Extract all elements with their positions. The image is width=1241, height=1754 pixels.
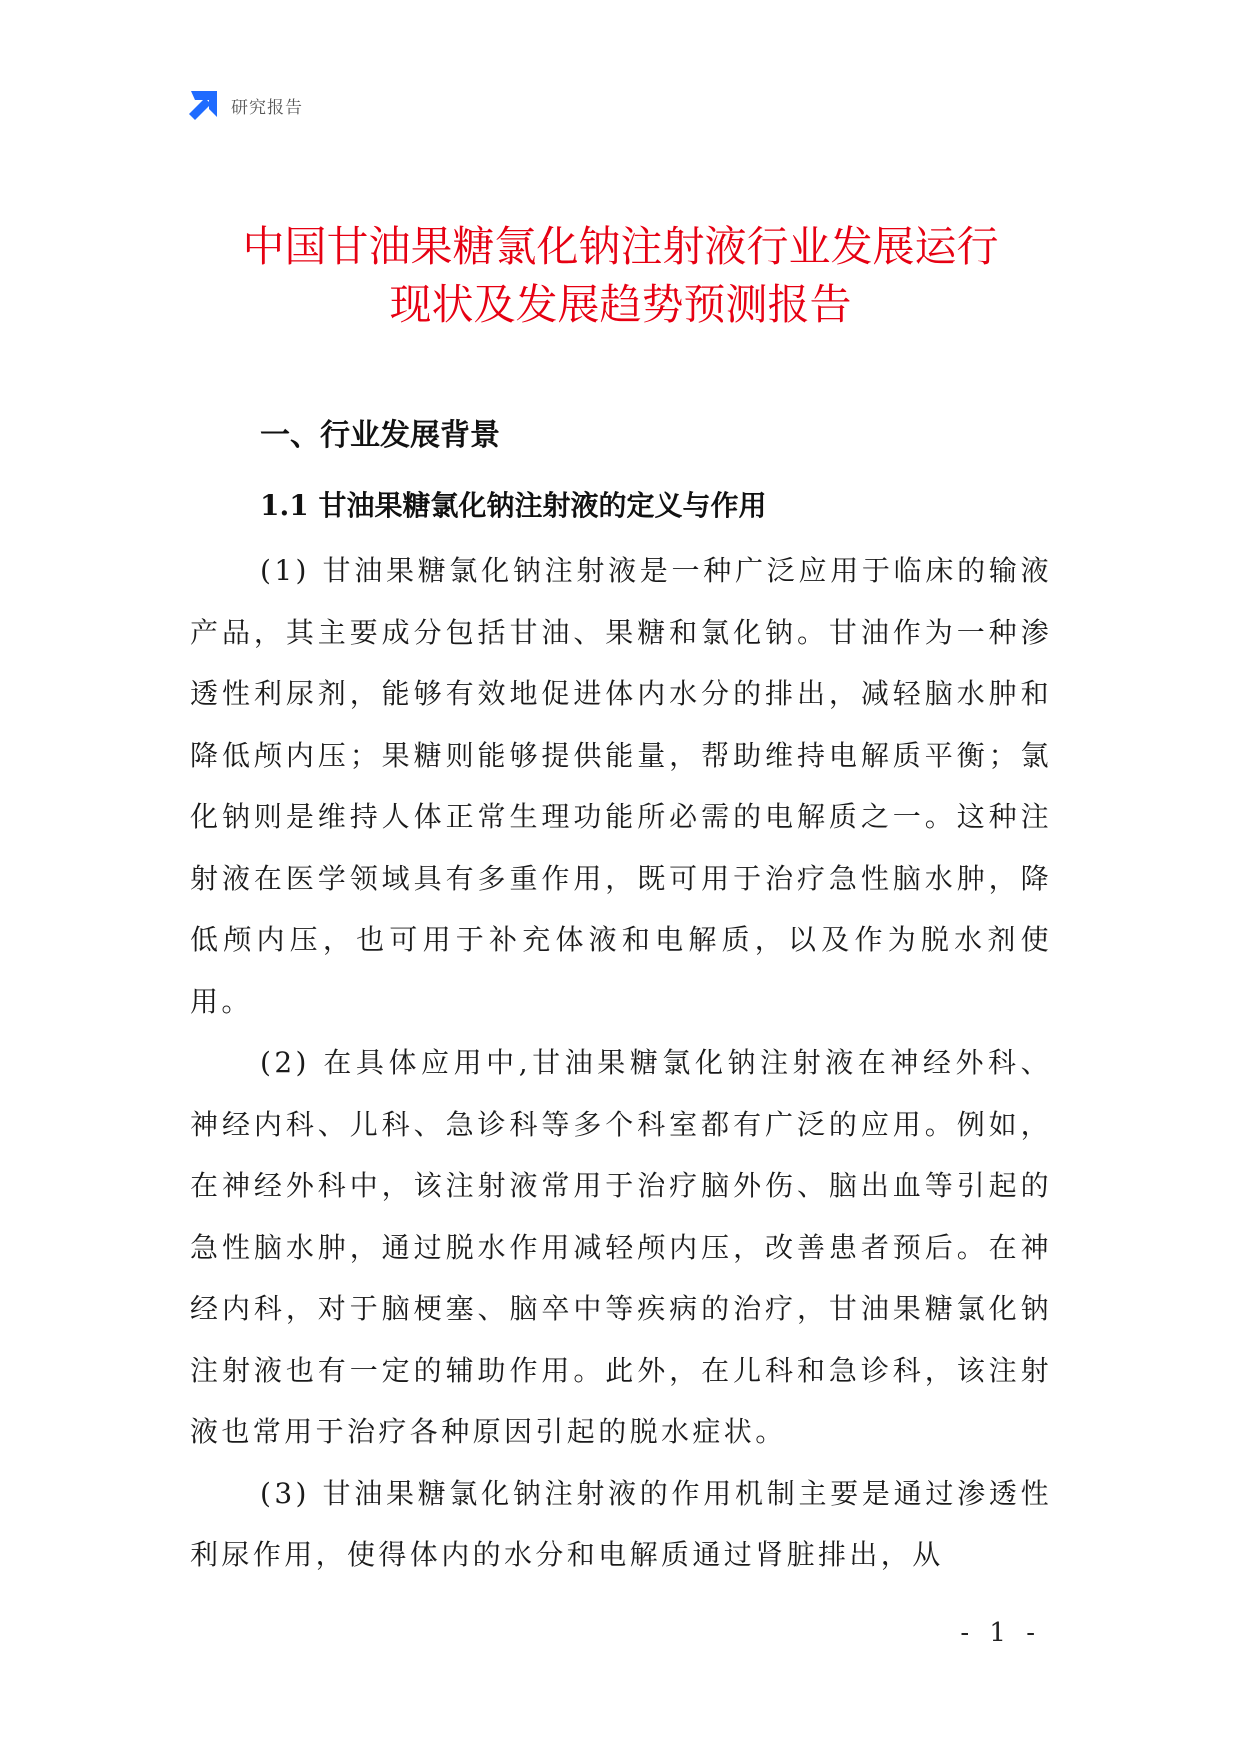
arrow-up-right-icon — [187, 89, 219, 121]
paragraph-2: (2) 在具体应用中,甘油果糖氯化钠注射液在神经外科、神经内科、儿科、急诊科等多个科室都有广泛的应用。例如，在神经外科中，该注射液常用于治疗脑外伤、脑出血等引起的急性脑水肿，通过脱水作用减轻颅内压，改善患者预后。在神经内科，对于脑梗塞、脑卒中等疾病的治疗，甘油果糖氯化钠注射液也有一定的辅助作用。此外，在儿科和急诊科，该注射液也常用于治疗各种原因引起的脱水症状。 — [190, 1046, 1052, 1448]
subsection-heading: 1.1 甘油果糖氯化钠注射液的定义与作用 — [260, 489, 767, 522]
header-label: 研究报告 — [231, 97, 303, 118]
paragraph-3: (3) 甘油果糖氯化钠注射液的作用机制主要是通过渗透性利尿作用，使得体内的水分和电解质通过肾脏排出，从 — [190, 1476, 1052, 1571]
title-line-2: 现状及发展趋势预测报告 — [389, 280, 852, 329]
section-heading: 一、行业发展背景 — [260, 418, 500, 453]
paragraph-1: (1) 甘油果糖氯化钠注射液是一种广泛应用于临床的输液产品，其主要成分包括甘油、果糖和氯化钠。甘油作为一种渗透性利尿剂，能够有效地促进体内水分的排出，减轻脑水肿和降低颅内压；果糖则能够提供能量，帮助维持电解质平衡；氯化钠则是维持人体正常生理功能所必需的电解质之一。这种注射液在医学领域具有多重作用，既可用于治疗急性脑水肿，降低颅内压，也可用于补充体液和电解质，以及作为脱水剂使用。 — [190, 554, 1052, 1018]
document-body — [190, 412, 1052, 1586]
page-number: - 1 - — [960, 1618, 1041, 1648]
document-title — [150, 218, 1091, 334]
document-header — [187, 88, 303, 122]
title-line-1: 中国甘油果糖氯化钠注射液行业发展运行 — [242, 222, 999, 271]
